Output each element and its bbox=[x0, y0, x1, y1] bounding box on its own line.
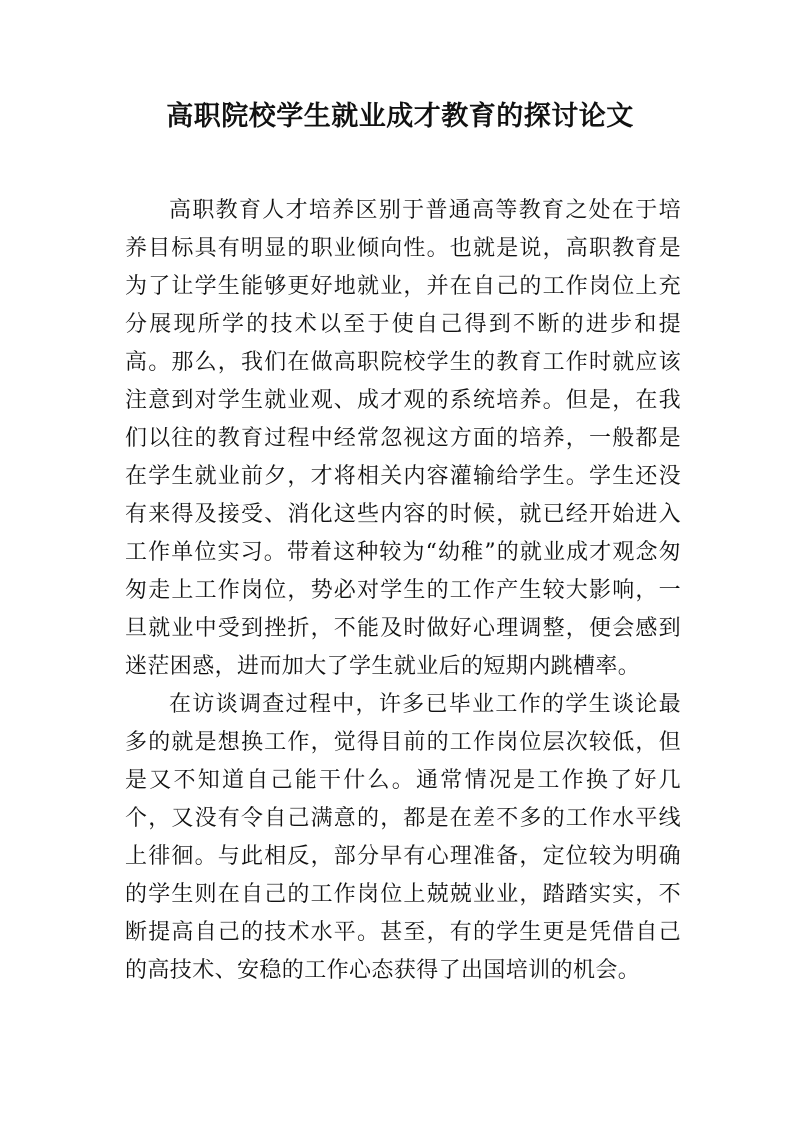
paragraph-2: 在访谈调查过程中，许多已毕业工作的学生谈论最多的就是想换工作，觉得目前的工作岗位层次较低，但是又不知道自己能干什么。通常情况是工作换了好几个，又没有令自己满意的，都是在差不多的工作水平线上徘徊。与此相反，部分早有心理准备，定位较为明确的学生则在自己的工作岗位上兢兢业业，踏踏实实，不断提高自己的技术水平。甚至，有的学生更是凭借自己的高技术、安稳的工作心态获得了出国培训的机会。 bbox=[125, 692, 681, 983]
document-title: 高职院校学生就业成才教育的探讨论文 bbox=[166, 101, 634, 132]
paragraph-1: 高职教育人才培养区别于普通高等教育之处在于培养目标具有明显的职业倾向性。也就是说，高职教育是为了让学生能够更好地就业，并在自己的工作岗位上充分展现所学的技术以至于使自己得到不断的进步和提高。那么，我们在做高职院校学生的教育工作时就应该注意到对学生就业观、成才观的系统培养。但是，在我们以往的教育过程中经常忽视这方面的培养，一般都是在学生就业前夕，才将相关内容灌输给学生。学生还没有来得及接受、消化这些内容的时候，就已经开始进入工作单位实习。带着这种较为“幼稚”的就业成才观念匆匆走上工作岗位，势必对学生的工作产生较大影响，一旦就业中受到挫折，不能及时做好心理调整，便会感到迷茫困惑，进而加大了学生就业后的短期内跳槽率。 bbox=[125, 198, 681, 679]
document-body bbox=[125, 192, 681, 990]
